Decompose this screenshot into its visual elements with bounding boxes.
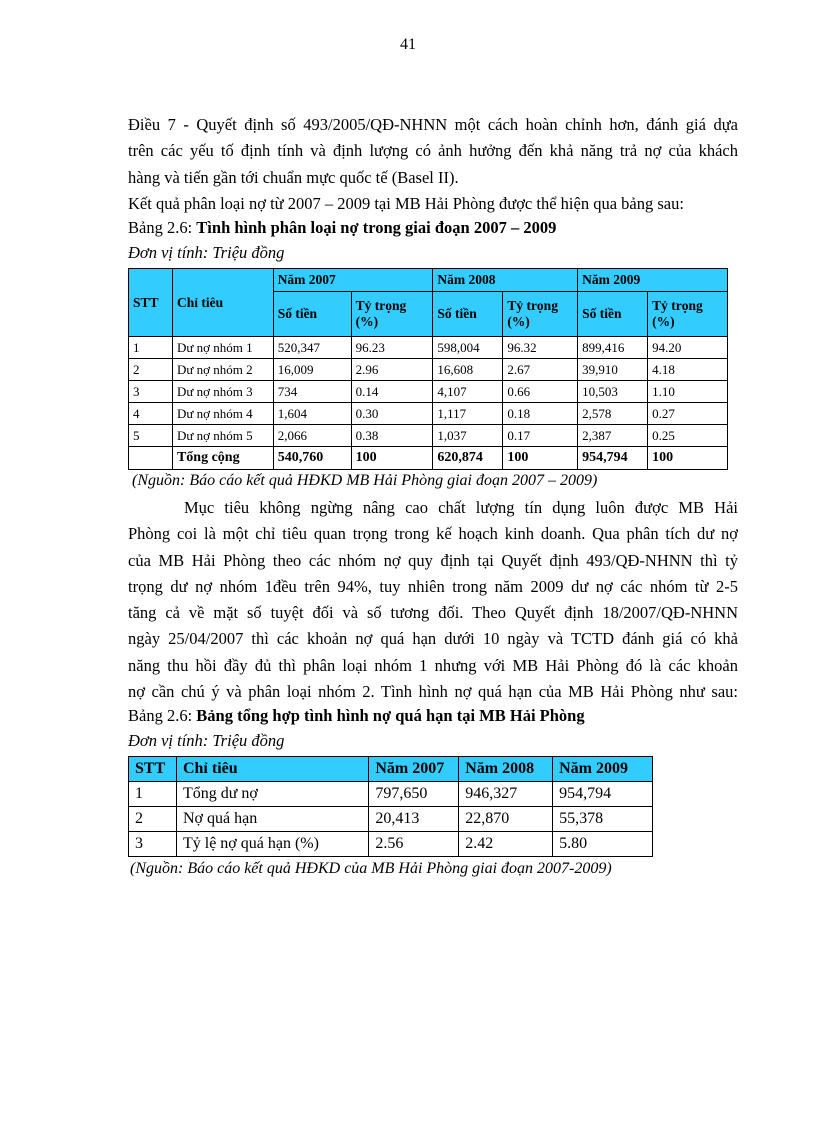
text-line: năng thu hồi đầy đủ thì phân loại nhóm 1 nhưng với MB Hải Phòng đó là các khoản [128,655,738,675]
table-row: 1 Dư nợ nhóm 1 520,347 96.23 598,004 96.32 899,416 94.20 [129,337,728,359]
table-row: 3 Tỷ lệ nợ quá hạn (%) 2.56 2.42 5.80 [129,832,653,857]
header-chi-tieu: Chỉ tiêu [172,269,273,337]
paragraph-analysis [128,495,738,705]
table2-caption-title: Bảng tổng hợp tình hình nợ quá hạn tại MB Hải Phòng [196,706,585,725]
text-line: hàng và tiến gần tới chuẩn mực quốc tế (Basel II). [128,167,459,187]
header-year-2007: Năm 2007 [369,757,459,782]
table2-source: (Nguồn: Báo cáo kết quả HĐKD của MB Hải Phòng giai đoạn 2007-2009) [130,860,612,877]
table-row: 4 Dư nợ nhóm 4 1,604 0.30 1,117 0.18 2,578 0.27 [129,403,728,425]
table2-unit: Đơn vị tính: Triệu đồng [128,731,285,750]
table1-source: (Nguồn: Báo cáo kết quả HĐKD MB Hải Phòng giai đoạn 2007 – 2009) [132,472,598,489]
header-stt: STT [129,757,177,782]
table-total-row: Tổng cộng 540,760 100 620,874 100 954,794 100 [129,447,728,470]
text-line: Phòng coi là một chỉ tiêu quan trọng trong kế hoạch kinh doanh. Qua phân tích dư nợ [128,524,738,544]
header-stt: STT [129,269,173,337]
table1-unit: Đơn vị tính: Triệu đồng [128,243,285,262]
table1-caption-prefix: Bảng 2.6: [128,218,193,237]
text-line: nợ cần chú ý và phân loại nhóm 2. Tình hình nợ quá hạn của MB Hải Phòng như sau: [128,682,738,702]
header-chi-tieu: Chỉ tiêu [176,757,368,782]
overdue-loan-table [128,756,653,857]
table-row: 1 Tổng dư nợ 797,650 946,327 954,794 [129,782,653,807]
table1-caption [128,215,556,241]
header-year-2008: Năm 2008 [433,269,578,292]
text-line: của MB Hải Phòng theo các nhóm nợ quy định tại Quyết định 493/QĐ-NHNN thì tỷ [128,550,738,570]
table-row: 2 Nợ quá hạn 20,413 22,870 55,378 [129,807,653,832]
header-year-2009: Năm 2009 [578,269,728,292]
text-line: trên các yếu tố định tính và định lượng có ảnh hưởng đến khả năng trả nợ của khách [128,141,738,161]
text-line: Mục tiêu không ngừng nâng cao chất lượng tín dụng luôn được MB Hải [184,498,738,517]
text-line: tăng cả về mặt số tuyệt đối và số tương đối. Theo Quyết định 18/2007/QĐ-NHNN [128,603,738,623]
table-row: 5 Dư nợ nhóm 5 2,066 0.38 1,037 0.17 2,387 0.25 [129,425,728,447]
table2-caption [128,703,585,729]
page-number: 41 [400,36,416,53]
header-ty-trong: Tỷ trọng (%) [503,292,578,337]
text-line: Kết quả phân loại nợ từ 2007 – 2009 tại MB Hải Phòng được thể hiện qua bảng sau: [128,193,684,213]
header-ty-trong: Tỷ trọng (%) [351,292,433,337]
header-so-tien: Số tiền [273,292,351,337]
paragraph-intro [128,112,738,217]
header-so-tien: Số tiền [578,292,648,337]
header-ty-trong: Tỷ trọng (%) [648,292,728,337]
table2-caption-prefix: Bảng 2.6: [128,706,193,725]
table-row: 2 Dư nợ nhóm 2 16,009 2.96 16,608 2.67 39,910 4.18 [129,359,728,381]
table-row: 3 Dư nợ nhóm 3 734 0.14 4,107 0.66 10,503 1.10 [129,381,728,403]
loan-classification-table [128,268,728,470]
text-line: Điều 7 - Quyết định số 493/2005/QĐ-NHNN một cách hoàn chỉnh hơn, đánh giá dựa [128,115,738,134]
header-year-2007: Năm 2007 [273,269,433,292]
text-line: ngày 25/04/2007 thì các khoản nợ quá hạn dưới 10 ngày và TCTD đánh giá có khả [128,629,738,649]
header-so-tien: Số tiền [433,292,503,337]
header-year-2008: Năm 2008 [459,757,553,782]
header-year-2009: Năm 2009 [553,757,653,782]
table1-caption-title: Tình hình phân loại nợ trong giai đoạn 2007 – 2009 [196,218,557,237]
text-line: trọng dư nợ nhóm 1đều trên 94%, tuy nhiên trong năm 2009 dư nợ các nhóm từ 2-5 [128,576,738,596]
